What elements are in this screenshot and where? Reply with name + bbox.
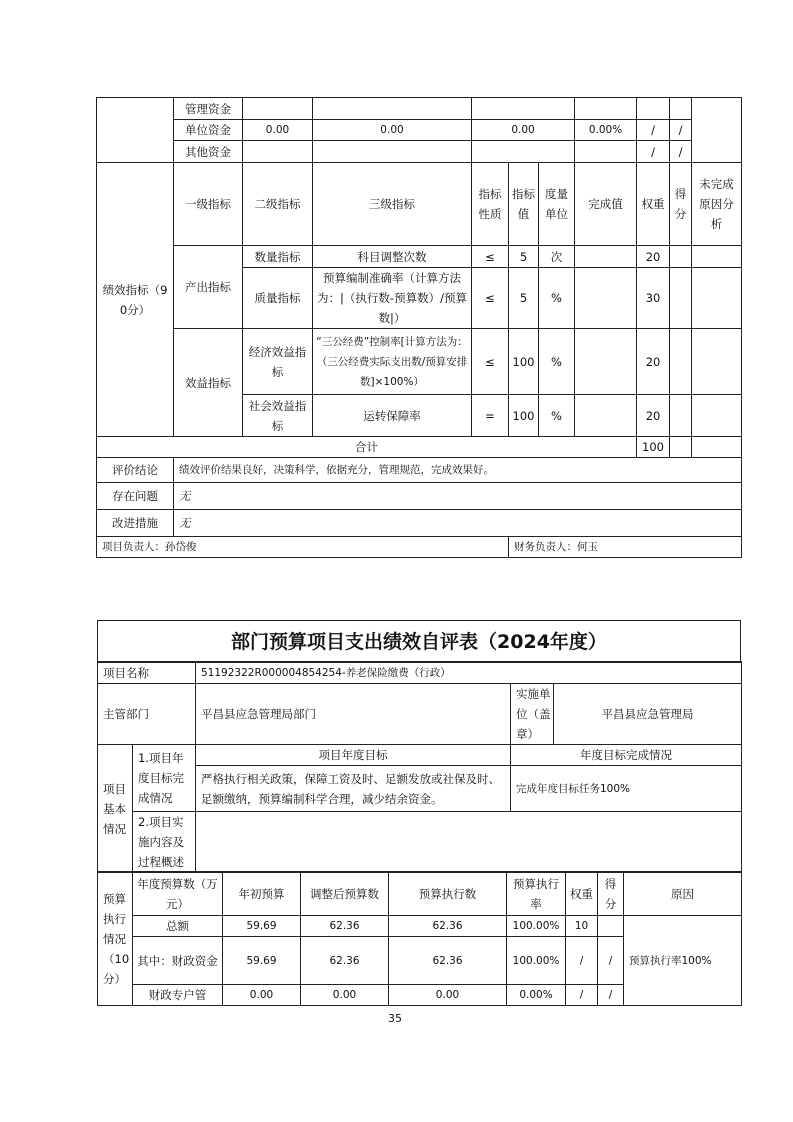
blank-cell <box>692 437 742 458</box>
done-header: 年度目标完成情况 <box>511 745 742 766</box>
fund-cell: / <box>637 120 670 141</box>
budget-row <box>98 916 742 937</box>
value-cell: 100 <box>509 395 539 437</box>
impl-unit-value: 平昌县应急管理局 <box>554 684 742 745</box>
score <box>598 916 624 937</box>
fund-cell <box>575 141 637 163</box>
header-cell: 完成值 <box>575 163 637 246</box>
nature-cell: ≤ <box>472 268 509 329</box>
blank-cell <box>692 98 742 163</box>
impl-desc-label: 2.项目实施内容及过程概述 <box>133 812 196 873</box>
header-cell: 一级指标 <box>174 163 243 246</box>
header-cell: 权重 <box>637 163 670 246</box>
unit-cell: % <box>539 329 575 395</box>
budget-header: 得分 <box>598 872 624 916</box>
project-lead: 项目负责人：孙岱俊 <box>97 537 509 558</box>
done-text: 完成年度目标任务100% <box>511 766 742 812</box>
budget-header: 年初预算 <box>223 872 301 916</box>
value-cell: 5 <box>509 268 539 329</box>
goal-label: 1.项目年度目标完成情况 <box>133 745 196 812</box>
executed-budget: 0.00 <box>389 985 507 1006</box>
budget-header: 预算执行率 <box>507 872 566 916</box>
conclusion-text: 绩效评价结果良好，决策科学，依据充分，管理规范，完成效果好。 <box>174 458 742 483</box>
header-cell: 指标值 <box>509 163 539 246</box>
executed-budget: 62.36 <box>389 937 507 985</box>
impl-desc <box>196 812 742 873</box>
reason-cell <box>692 268 742 329</box>
fund-cell: 0.00 <box>313 120 472 141</box>
execution-rate: 0.00% <box>507 985 566 1006</box>
level3-cell: 预算编制准确率（计算方法为：|（执行数-预算数）/预算数|） <box>313 268 472 329</box>
level3-cell: 科目调整次数 <box>313 246 472 268</box>
level2-cell: 经济效益指标 <box>243 329 313 395</box>
budget-header: 年度预算数（万元） <box>133 872 223 916</box>
fund-row <box>97 98 742 120</box>
budget-header: 原因 <box>624 872 742 916</box>
project-name-label: 项目名称 <box>98 662 196 684</box>
initial-budget: 0.00 <box>223 985 301 1006</box>
level1-cell: 产出指标 <box>174 246 243 329</box>
performance-indicator-table <box>96 97 742 558</box>
score-cell <box>670 395 692 437</box>
fund-cell: 0.00 <box>472 120 575 141</box>
score-cell <box>670 246 692 268</box>
weight: / <box>566 985 598 1006</box>
unit-cell: % <box>539 268 575 329</box>
total-weight: 100 <box>637 437 670 458</box>
conclusion-label: 评价结论 <box>97 458 174 483</box>
fund-cell: / <box>637 141 670 163</box>
blank-cell <box>670 437 692 458</box>
page-number: 35 <box>388 1012 402 1025</box>
level2-cell: 社会效益指标 <box>243 395 313 437</box>
fund-cell: / <box>670 120 692 141</box>
fund-label: 管理资金 <box>174 98 243 120</box>
fund-row <box>97 120 742 141</box>
budget-label: 预算执行情况（10分） <box>98 872 133 1006</box>
budget-row-label: 财政专户管 <box>133 985 223 1006</box>
fund-cell: 0.00 <box>243 120 313 141</box>
score: / <box>598 937 624 985</box>
perf-label: 绩效指标（90分） <box>97 163 174 437</box>
adjusted-budget: 62.36 <box>301 916 389 937</box>
done-cell <box>575 268 637 329</box>
self-eval-title-table <box>97 620 741 663</box>
level2-cell: 数量指标 <box>243 246 313 268</box>
finance-lead: 财务负责人：何玉 <box>509 537 742 558</box>
level3-cell: “三公经费”控制率[计算方法为：（三公经费实际支出数/预算安排数]×100%） <box>313 329 472 395</box>
fund-row <box>97 141 742 163</box>
nature-cell: ≤ <box>472 246 509 268</box>
problem-label: 存在问题 <box>97 483 174 510</box>
basic-info-table <box>97 744 742 873</box>
weight: 10 <box>566 916 598 937</box>
fund-cell <box>472 98 575 120</box>
adjusted-budget: 62.36 <box>301 937 389 985</box>
done-cell <box>575 395 637 437</box>
conclusion-row <box>97 458 742 483</box>
form-title: 部门预算项目支出绩效自评表（2024年度） <box>98 621 741 663</box>
problem-row <box>97 483 742 510</box>
problem-text: 无 <box>174 483 742 510</box>
budget-header: 调整后预算数 <box>301 872 389 916</box>
indicator-row <box>97 329 742 395</box>
fund-cell <box>670 98 692 120</box>
execution-rate: 100.00% <box>507 916 566 937</box>
indicator-row <box>97 246 742 268</box>
reason-cell <box>692 246 742 268</box>
budget-execution-table <box>97 871 742 1006</box>
dept-label: 主管部门 <box>98 684 196 745</box>
project-name: 51192322R000004854254-养老保险缴费（行政） <box>196 662 742 684</box>
reason-cell <box>692 395 742 437</box>
total-row <box>97 437 742 458</box>
project-info-table <box>97 661 742 745</box>
improve-text: 无 <box>174 510 742 537</box>
level1-cell: 效益指标 <box>174 329 243 437</box>
fund-cell <box>472 141 575 163</box>
reason: 预算执行率100% <box>624 916 742 1006</box>
fund-label: 单位资金 <box>174 120 243 141</box>
signature-row <box>97 537 742 558</box>
weight-cell: 20 <box>637 329 670 395</box>
fund-cell <box>575 98 637 120</box>
initial-budget: 59.69 <box>223 937 301 985</box>
budget-row-label: 其中：财政资金 <box>133 937 223 985</box>
unit-cell: % <box>539 395 575 437</box>
adjusted-budget: 0.00 <box>301 985 389 1006</box>
header-cell: 得分 <box>670 163 692 246</box>
fund-cell <box>313 98 472 120</box>
header-cell: 指标性质 <box>472 163 509 246</box>
value-cell: 5 <box>509 246 539 268</box>
done-cell <box>575 246 637 268</box>
header-cell: 度量单位 <box>539 163 575 246</box>
impl-unit-label: 实施单位（盖章） <box>511 684 554 745</box>
done-cell <box>575 329 637 395</box>
weight-cell: 30 <box>637 268 670 329</box>
fund-cell <box>243 98 313 120</box>
header-cell: 三级指标 <box>313 163 472 246</box>
goal-header: 项目年度目标 <box>196 745 511 766</box>
level2-cell: 质量指标 <box>243 268 313 329</box>
weight-cell: 20 <box>637 395 670 437</box>
dept-value: 平昌县应急管理局部门 <box>196 684 511 745</box>
fund-cell <box>637 98 670 120</box>
nature-cell: ≤ <box>472 329 509 395</box>
basic-label: 项目基本情况 <box>98 745 133 873</box>
weight: / <box>566 937 598 985</box>
fund-cell: / <box>670 141 692 163</box>
fund-label: 其他资金 <box>174 141 243 163</box>
fund-cell <box>243 141 313 163</box>
blank-cell <box>97 98 174 163</box>
fund-cell: 0.00% <box>575 120 637 141</box>
executed-budget: 62.36 <box>389 916 507 937</box>
total-label: 合计 <box>97 437 637 458</box>
header-cell: 未完成原因分析 <box>692 163 742 246</box>
reason-cell <box>692 329 742 395</box>
budget-row-label: 总额 <box>133 916 223 937</box>
score-cell <box>670 329 692 395</box>
level3-cell: 运转保障率 <box>313 395 472 437</box>
indicator-header-row <box>97 163 742 246</box>
weight-cell: 20 <box>637 246 670 268</box>
score: / <box>598 985 624 1006</box>
execution-rate: 100.00% <box>507 937 566 985</box>
value-cell: 100 <box>509 329 539 395</box>
budget-header: 权重 <box>566 872 598 916</box>
header-cell: 二级指标 <box>243 163 313 246</box>
improve-row <box>97 510 742 537</box>
goal-text: 严格执行相关政策，保障工资及时、足额发放或社保及时、足额缴纳，预算编制科学合理，减少结余资金。 <box>196 766 511 812</box>
budget-header: 预算执行数 <box>389 872 507 916</box>
unit-cell: 次 <box>539 246 575 268</box>
fund-cell <box>313 141 472 163</box>
nature-cell: = <box>472 395 509 437</box>
improve-label: 改进措施 <box>97 510 174 537</box>
score-cell <box>670 268 692 329</box>
initial-budget: 59.69 <box>223 916 301 937</box>
